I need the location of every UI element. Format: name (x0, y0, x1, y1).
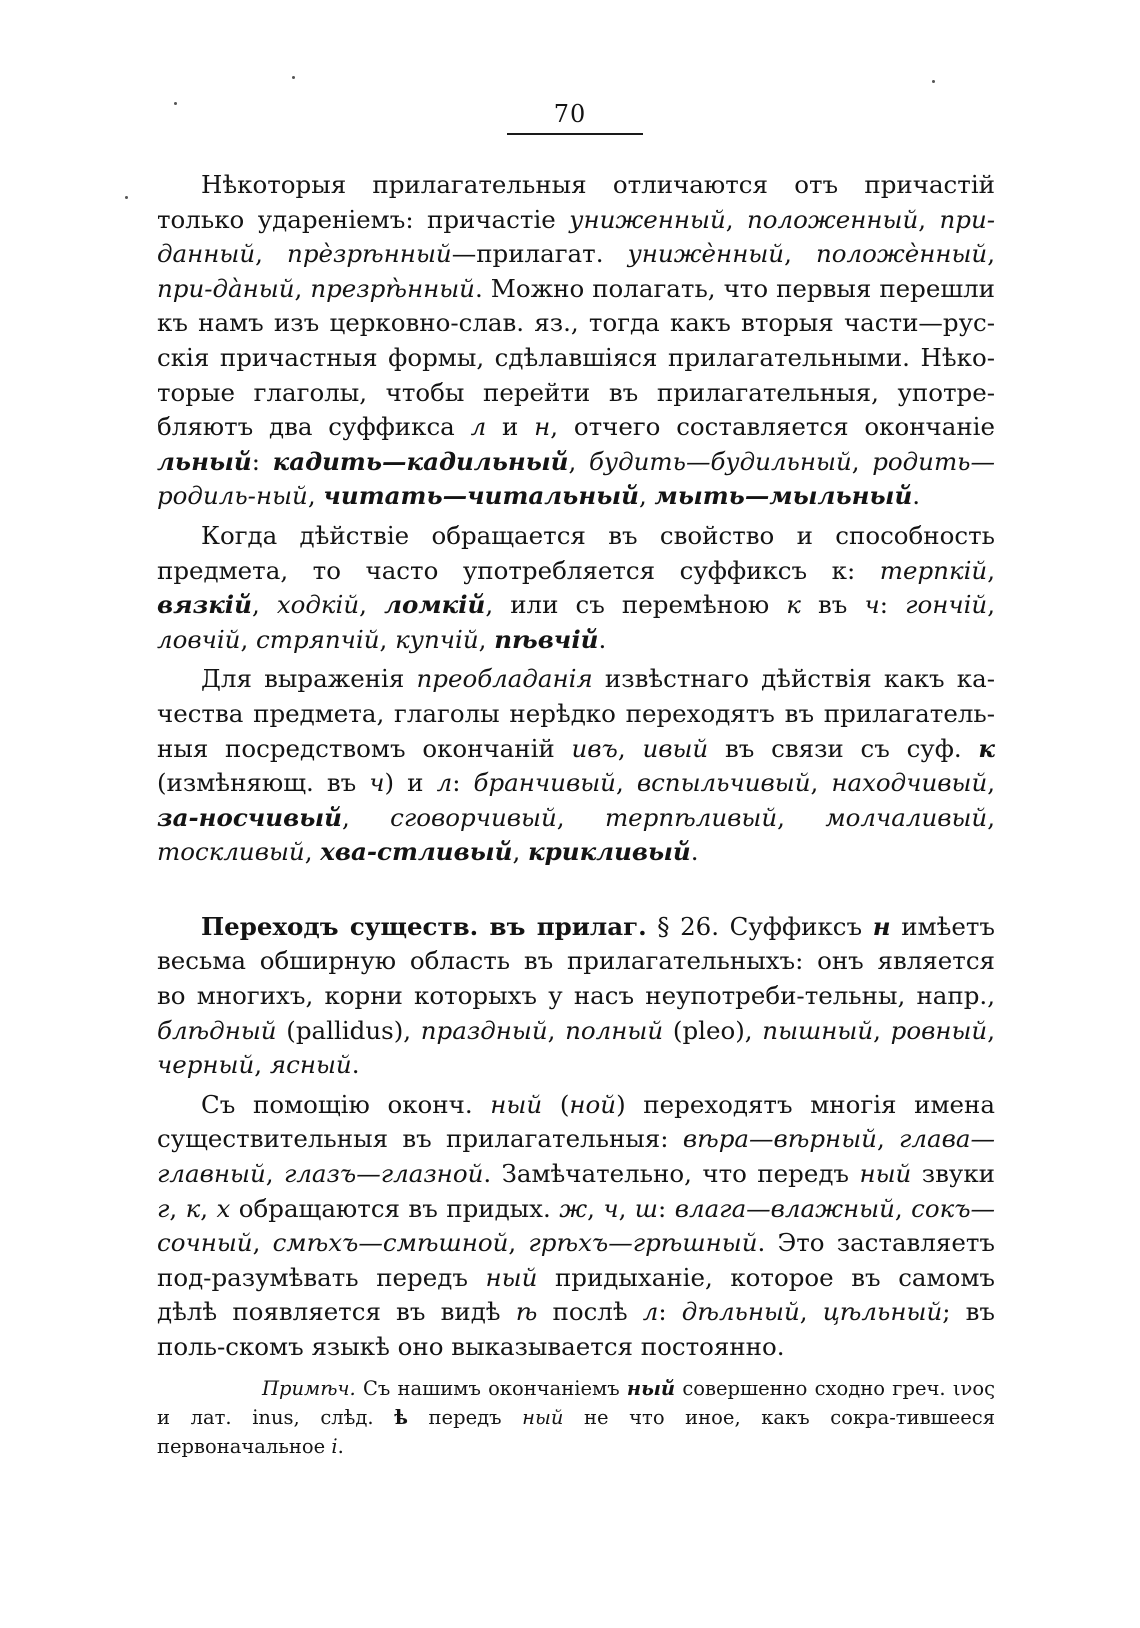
text-run: , (777, 802, 826, 832)
text-run: , (547, 1015, 566, 1045)
text-run: , (359, 590, 385, 620)
emphasized-word: пѣвчій (494, 624, 599, 654)
emphasized-word: вѣра—вѣрный (682, 1124, 877, 1154)
emphasized-word: глазъ—глазной (283, 1159, 484, 1189)
emphasized-word: глава—главный (157, 1124, 996, 1189)
emphasized-word: ш (634, 1193, 659, 1223)
text-run: , отчего составляется окончаніе (550, 412, 995, 442)
text-run: , (918, 204, 940, 234)
text-run: , (255, 239, 288, 269)
emphasized-word: за-носчивый (157, 802, 342, 832)
text-run: : (658, 1193, 675, 1223)
text-run: , (987, 802, 996, 832)
emphasized-word: унижѐнный (627, 239, 785, 269)
scan-speck (174, 102, 177, 105)
text-run: , или съ перемѣною (485, 590, 787, 620)
text-run: (измѣняющ. въ (157, 768, 370, 798)
text-run: , (987, 768, 996, 798)
text-run: , (508, 1228, 529, 1258)
text-run: , (617, 733, 643, 763)
emphasized-word: ч (864, 590, 880, 620)
emphasized-word: ной (569, 1089, 617, 1119)
text-run: , (851, 446, 873, 476)
text-run: Для выраженія (201, 664, 417, 694)
emphasized-word: читать—читальный (323, 481, 639, 511)
text-run: , (254, 1050, 270, 1080)
text-run: , (240, 624, 257, 654)
text-run: , (252, 1228, 273, 1258)
emphasized-word: ѣ (394, 1405, 408, 1429)
text-run: . (351, 1050, 360, 1080)
text-run: , (379, 624, 396, 654)
emphasized-word: л (642, 1297, 659, 1327)
emphasized-word: полный (565, 1015, 664, 1045)
emphasized-word: блѣдный (157, 1015, 277, 1045)
emphasized-word: ный (485, 1262, 538, 1292)
emphasized-word: сговорчивый (390, 802, 557, 832)
text-run: передъ (407, 1405, 523, 1429)
text-run: , (987, 1015, 996, 1045)
text-run: , (251, 590, 277, 620)
emphasized-word: кадить—кадильный (272, 446, 569, 476)
emphasized-word: г (157, 1193, 170, 1223)
emphasized-word: ч (603, 1193, 619, 1223)
text-run: ; въ поль-скомъ языкѣ оно выказывается постоянно. (157, 1297, 996, 1361)
emphasized-word: ный (490, 1089, 543, 1119)
page-number-rule (507, 133, 643, 135)
text-run: звуки (911, 1159, 995, 1189)
text-run: , (568, 446, 589, 476)
emphasized-word: к (978, 733, 996, 763)
text-run: , (169, 1193, 186, 1223)
text-run: придыханіе, которое въ самомъ дѣлѣ появляется въ видѣ (157, 1262, 995, 1327)
emphasized-word: ивый (642, 733, 709, 763)
emphasized-word: н (534, 412, 551, 442)
text-run: извѣстнаго дѣйствія какъ ка-чества предмета, глаголы нерѣдко переходятъ въ прилагатель-ныя посредствомъ окончаній (157, 664, 995, 763)
emphasized-word: ный (859, 1159, 912, 1189)
text-run: , (587, 1193, 604, 1223)
emphasized-word: ивъ (571, 733, 618, 763)
emphasized-word: черный (157, 1050, 255, 1080)
text-run: : (879, 590, 906, 620)
page-body (157, 168, 995, 1461)
emphasized-word: будить—будильный (588, 446, 852, 476)
emphasized-word: бранчивый (473, 768, 616, 798)
text-run: —прилагат. (451, 239, 628, 269)
text-run: , (987, 239, 996, 269)
emphasized-word: при-дàный (157, 273, 295, 303)
emphasized-word: положенный (746, 204, 919, 234)
emphasized-word: ходкій (276, 590, 360, 620)
paragraph-predominance (157, 662, 995, 870)
paragraph-section-26 (157, 910, 995, 1083)
emphasized-word: молчаливый (825, 802, 988, 832)
text-run: : (658, 1297, 682, 1327)
text-run: ) переходятъ многія имена существительныя въ прилагательныя: (157, 1089, 995, 1154)
emphasized-word: прѐзрѣнный (287, 239, 452, 269)
text-run: . (337, 1434, 344, 1458)
emphasized-word: к (786, 590, 801, 620)
emphasized-word: вязкій (157, 590, 252, 620)
emphasized-word: Примѣч. (262, 1376, 356, 1400)
text-run: Нѣкоторыя прилагательныя отличаются отъ причастій только удареніемъ: причастіе (157, 170, 995, 234)
text-run: (pallidus), (276, 1015, 421, 1045)
emphasized-word: ный (626, 1376, 676, 1400)
scan-speck (292, 76, 295, 79)
text-run: Когда дѣйствіе обращается въ свойство и способность предмета, то часто употребляется суффиксъ к: (157, 520, 995, 585)
text-run: , (556, 802, 605, 832)
text-run: послѣ (537, 1297, 643, 1327)
emphasized-word: терпѣливый (604, 802, 778, 832)
text-run: : (452, 768, 474, 798)
emphasized-word: презрѣ̀нный (310, 273, 475, 303)
emphasized-word: смѣхъ—смѣшной (272, 1228, 509, 1258)
emphasized-word: л (470, 412, 487, 442)
emphasized-word: і (331, 1434, 338, 1458)
emphasized-word: ч (369, 768, 385, 798)
emphasized-word: находчивый (831, 768, 988, 798)
emphasized-word: родить—родиль-ный (157, 446, 996, 511)
emphasized-word: х (216, 1193, 231, 1223)
text-run: , (638, 481, 655, 511)
emphasized-word: дѣльный (681, 1297, 800, 1327)
text-run: , (876, 1124, 900, 1154)
scan-speck (125, 196, 128, 199)
emphasized-word: льный (157, 446, 252, 476)
text-run: (pleo), (663, 1015, 763, 1045)
text-run: , (615, 768, 637, 798)
text-run: , (294, 273, 311, 303)
text-run: . (912, 481, 921, 511)
text-run: , (894, 1193, 912, 1223)
text-run: . (690, 837, 699, 867)
text-run: , (265, 1159, 284, 1189)
emphasized-word: ный (522, 1405, 564, 1429)
text-run: , (873, 1015, 891, 1045)
text-run: . (598, 624, 607, 654)
emphasized-word: положѐнный (815, 239, 988, 269)
text-run: , (304, 837, 321, 867)
emphasized-word: ровный (890, 1015, 988, 1045)
text-run: , (341, 802, 391, 832)
emphasized-word: мыть—мыльный (654, 481, 913, 511)
text-run: , (478, 624, 495, 654)
text-run: . Замѣчательно, что передъ (483, 1159, 860, 1189)
text-run: имѣетъ весьма обширную область въ прилагательныхъ: онъ является во многихъ, корни которыхъ у насъ неупотреби-тельны, напр., (157, 911, 995, 1011)
emphasized-word: тоскливый (157, 837, 305, 867)
text-run: , (512, 837, 529, 867)
emphasized-word: праздный (420, 1015, 548, 1045)
emphasized-word: крикливый (528, 837, 691, 867)
emphasized-word: гончій (905, 590, 988, 620)
text-run: , (618, 1193, 635, 1223)
emphasized-word: влага—влажный (674, 1193, 895, 1223)
emphasized-word: н (872, 911, 891, 941)
emphasized-word: ломкій (384, 590, 486, 620)
emphasized-word: цѣльный (822, 1297, 943, 1327)
emphasized-word: купчій (395, 624, 479, 654)
emphasized-word: униженный (569, 204, 726, 234)
emphasized-word: Переходъ существ. въ прилаг. (201, 911, 647, 941)
emphasized-word: ж (559, 1193, 588, 1223)
emphasized-word: хва-стливый (320, 837, 513, 867)
text-run: , (784, 239, 816, 269)
text-run: , (200, 1193, 217, 1223)
text-run: § 26. Суффиксъ (646, 911, 873, 941)
text-run: совершенно сходно греч. ινος и лат. inus, слѣд. (157, 1376, 995, 1429)
text-run: : (251, 446, 273, 476)
emphasized-word: л (436, 768, 453, 798)
text-run: и (486, 412, 535, 442)
text-run: ( (542, 1089, 570, 1119)
text-run: не что иное, какъ сокра-тившееся первоначальное (157, 1405, 995, 1458)
text-run: , (307, 481, 324, 511)
emphasized-word: к (185, 1193, 201, 1223)
text-run: , (987, 590, 996, 620)
text-run: , (810, 768, 832, 798)
emphasized-word: грѣхъ—грѣшный (528, 1228, 758, 1258)
emphasized-word: ловчій (157, 624, 241, 654)
text-run: ) и (384, 768, 437, 798)
text-run: . Можно полагать, что первыя перешли къ намъ изъ церковно-слав. яз., тогда какъ вторыя части—рус-скія причастныя формы, сдѣлавшіяся прилагательными. Нѣко-торые глаголы, чтобы перейти въ прилагательныя, употре-бляютъ два суффикса (157, 273, 996, 442)
emphasized-word: сокъ—сочный (157, 1193, 996, 1258)
scan-speck (932, 80, 935, 83)
paragraph-suffix-nyi (157, 1088, 995, 1365)
text-run: въ (800, 590, 865, 620)
page-number: 70 (553, 100, 587, 128)
text-run: , (725, 204, 747, 234)
text-run: въ связи съ суф. (708, 733, 979, 763)
text-run: Съ нашимъ окончаніемъ (355, 1376, 627, 1400)
emphasized-word: преобладанія (416, 664, 593, 694)
emphasized-word: пышный (762, 1015, 874, 1045)
paragraph-suffix-k (157, 519, 995, 657)
emphasized-word: вспыльчивый (636, 768, 811, 798)
text-run: обращаются въ придых. (230, 1193, 560, 1223)
emphasized-word: ясный (269, 1050, 352, 1080)
emphasized-word: терпкій (879, 555, 988, 585)
emphasized-word: стряпчій (256, 624, 380, 654)
emphasized-word: при-данный (157, 204, 996, 269)
text-run: Съ помощію оконч. (201, 1089, 491, 1119)
text-run: , (799, 1297, 823, 1327)
text-run: , (987, 555, 995, 585)
footnote (157, 1374, 995, 1461)
emphasized-word: ѣ (515, 1297, 538, 1327)
text-run: . Это заставляетъ под-разумѣвать передъ (157, 1228, 996, 1292)
paragraph-participles (157, 168, 995, 514)
